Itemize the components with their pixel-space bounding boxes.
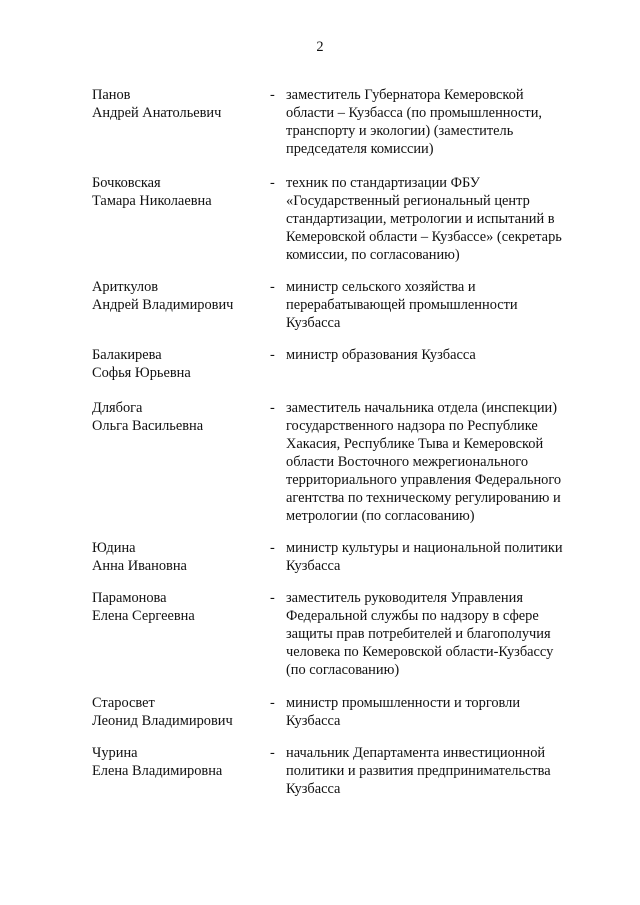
- member-role-line: государственного надзора по Республике: [286, 418, 538, 434]
- member-role-line: начальник Департамента инвестиционной: [286, 745, 546, 761]
- member-role-line: техник по стандартизации ФБУ: [286, 175, 480, 191]
- member-entry: [0, 399, 640, 525]
- member-entry: [0, 539, 640, 575]
- member-role: [286, 589, 586, 679]
- member-surname: Старосвет: [92, 695, 155, 711]
- page-number: 2: [316, 39, 324, 55]
- member-dash: -: [270, 87, 275, 103]
- member-given-names: Леонид Владимирович: [92, 713, 233, 729]
- member-dash: -: [270, 175, 275, 191]
- member-entry: [0, 174, 640, 264]
- member-given-names: Андрей Анатольевич: [92, 105, 222, 121]
- member-name: [92, 399, 262, 435]
- member-entry: [0, 694, 640, 730]
- member-dash: -: [270, 590, 275, 606]
- member-role-line: комиссии, по согласованию): [286, 247, 460, 263]
- member-role-line: Федеральной службы по надзору в сфере: [286, 608, 539, 624]
- member-role-line: министр культуры и национальной политики: [286, 540, 563, 556]
- member-role-line: Кузбасса: [286, 315, 341, 331]
- member-role-line: территориального управления Федерального: [286, 472, 562, 488]
- member-role-line: области – Кузбасса (по промышленности,: [286, 105, 542, 121]
- member-role: [286, 694, 586, 730]
- member-name: [92, 694, 262, 730]
- member-entry: [0, 278, 640, 332]
- member-dash: -: [270, 695, 275, 711]
- member-role-line: человека по Кемеровской области-Кузбассу: [286, 644, 554, 660]
- member-role-line: «Государственный региональный центр: [286, 193, 530, 209]
- member-surname: Парамонова: [92, 590, 167, 606]
- member-role: [286, 539, 586, 575]
- member-dash: -: [270, 347, 275, 363]
- member-role-line: заместитель руководителя Управления: [286, 590, 523, 606]
- member-surname: Ариткулов: [92, 279, 159, 295]
- member-given-names: Тамара Николаевна: [92, 193, 212, 209]
- member-role-line: министр сельского хозяйства и: [286, 279, 476, 295]
- member-surname: Чурина: [92, 745, 138, 761]
- member-role-line: стандартизации, метрологии и испытаний в: [286, 211, 555, 227]
- member-role-line: области Восточного межрегионального: [286, 454, 529, 470]
- member-entry: [0, 86, 640, 158]
- member-surname: Панов: [92, 87, 131, 103]
- member-given-names: Анна Ивановна: [92, 558, 187, 574]
- member-given-names: Ольга Васильевна: [92, 418, 204, 434]
- member-role: [286, 346, 586, 364]
- member-surname: Юдина: [92, 540, 136, 556]
- member-dash: -: [270, 540, 275, 556]
- member-given-names: Елена Сергеевна: [92, 608, 195, 624]
- member-surname: Балакирева: [92, 347, 162, 363]
- member-role-line: председателя комиссии): [286, 141, 434, 157]
- member-role: [286, 278, 586, 332]
- member-name: [92, 589, 262, 625]
- member-given-names: Елена Владимировна: [92, 763, 223, 779]
- member-role-line: агентства по техническому регулированию и: [286, 490, 561, 506]
- member-role-line: Кемеровской области – Кузбассе» (секретарь: [286, 229, 562, 245]
- member-role-line: министр промышленности и торговли: [286, 695, 521, 711]
- member-dash: -: [270, 745, 275, 761]
- member-entry: [0, 346, 640, 382]
- member-surname: Длябога: [92, 400, 143, 416]
- member-role-line: (по согласованию): [286, 662, 400, 678]
- member-name: [92, 86, 262, 122]
- member-role-line: заместитель Губернатора Кемеровской: [286, 87, 524, 103]
- member-dash: -: [270, 400, 275, 416]
- member-role: [286, 174, 586, 264]
- member-role-line: политики и развития предпринимательства: [286, 763, 551, 779]
- member-role-line: заместитель начальника отдела (инспекции): [286, 400, 558, 416]
- member-role-line: защиты прав потребителей и благополучия: [286, 626, 551, 642]
- member-given-names: Андрей Владимирович: [92, 297, 234, 313]
- member-role: [286, 399, 586, 525]
- member-name: [92, 278, 262, 314]
- member-name: [92, 174, 262, 210]
- member-role-line: метрологии (по согласованию): [286, 508, 475, 524]
- member-role-line: Кузбасса: [286, 781, 341, 797]
- member-dash: -: [270, 279, 275, 295]
- member-surname: Бочковская: [92, 175, 161, 191]
- member-role-line: транспорту и экологии) (заместитель: [286, 123, 514, 139]
- member-role: [286, 744, 586, 798]
- member-name: [92, 346, 262, 382]
- member-role-line: Кузбасса: [286, 713, 341, 729]
- member-role-line: Кузбасса: [286, 558, 341, 574]
- member-role-line: Хакасия, Республике Тыва и Кемеровской: [286, 436, 544, 452]
- member-name: [92, 539, 262, 575]
- member-given-names: Софья Юрьевна: [92, 365, 191, 381]
- member-entry: [0, 744, 640, 798]
- member-name: [92, 744, 262, 780]
- member-role-line: перерабатывающей промышленности: [286, 297, 518, 313]
- member-role: [286, 86, 586, 158]
- member-entry: [0, 589, 640, 679]
- member-role-line: министр образования Кузбасса: [286, 347, 476, 363]
